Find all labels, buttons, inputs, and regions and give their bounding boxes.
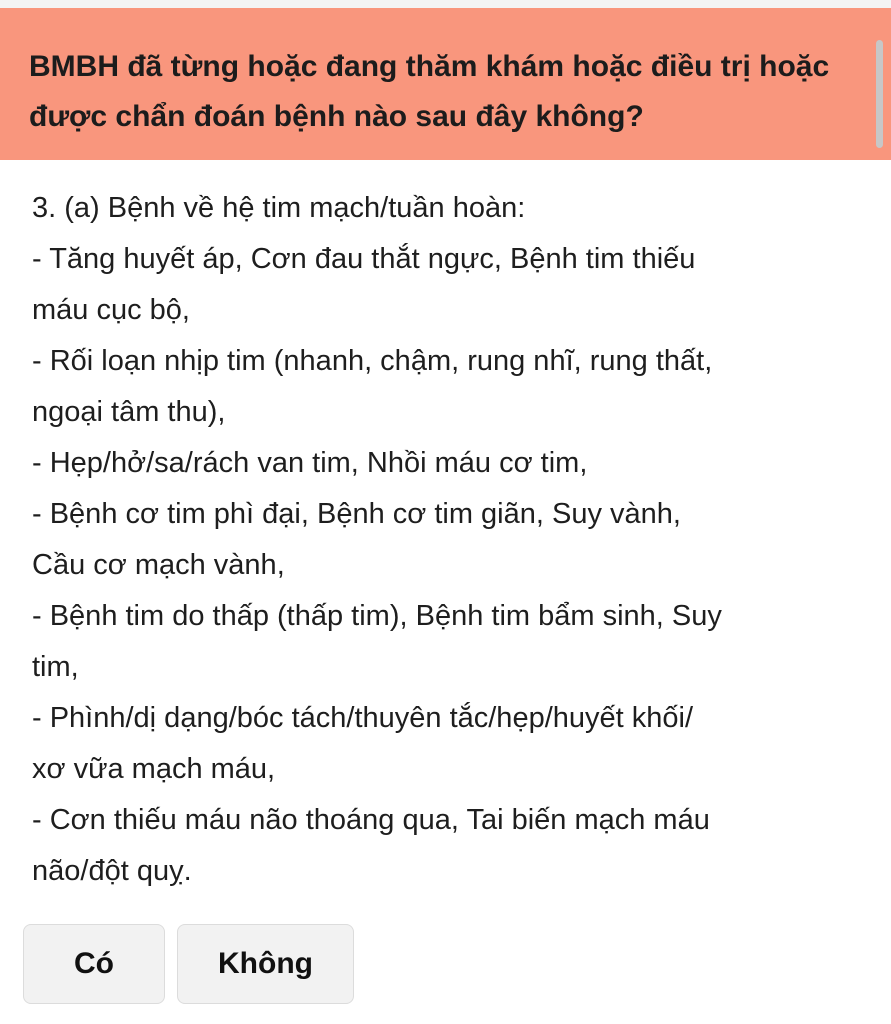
question-line: - Cơn thiếu máu não thoáng qua, Tai biến mạch máu bbox=[32, 804, 710, 836]
question-line: - Tăng huyết áp, Cơn đau thắt ngực, Bệnh tim thiếu bbox=[32, 243, 696, 275]
no-button[interactable]: Không bbox=[177, 924, 354, 1004]
yes-button[interactable]: Có bbox=[23, 924, 165, 1004]
header-title: BMBH đã từng hoặc đang thăm khám hoặc điều trị hoặc được chẩn đoán bệnh nào sau đây không? bbox=[29, 50, 830, 133]
top-strip bbox=[0, 0, 891, 8]
question-line: máu cục bộ, bbox=[32, 294, 190, 326]
question-line: Cầu cơ mạch vành, bbox=[32, 549, 285, 581]
question-line: tim, bbox=[32, 651, 79, 683]
question-header bbox=[0, 8, 891, 160]
question-line: - Bệnh tim do thấp (thấp tim), Bệnh tim bẩm sinh, Suy bbox=[32, 600, 722, 632]
question-line: - Phình/dị dạng/bóc tách/thuyên tắc/hẹp/huyết khối/ bbox=[32, 702, 694, 734]
question-line: - Rối loạn nhịp tim (nhanh, chậm, rung nhĩ, rung thất, bbox=[32, 345, 713, 377]
question-line: xơ vữa mạch máu, bbox=[32, 753, 276, 785]
question-line: - Hẹp/hở/sa/rách van tim, Nhồi máu cơ tim, bbox=[32, 447, 588, 479]
question-heading: 3. (a) Bệnh về hệ tim mạch/tuần hoàn: bbox=[32, 192, 526, 224]
question-line: não/đột quỵ. bbox=[32, 855, 192, 887]
question-line: ngoại tâm thu), bbox=[32, 396, 226, 428]
question-line: - Bệnh cơ tim phì đại, Bệnh cơ tim giãn, Suy vành, bbox=[32, 498, 681, 530]
scrollbar-thumb[interactable] bbox=[876, 40, 883, 148]
question-body bbox=[32, 183, 862, 897]
